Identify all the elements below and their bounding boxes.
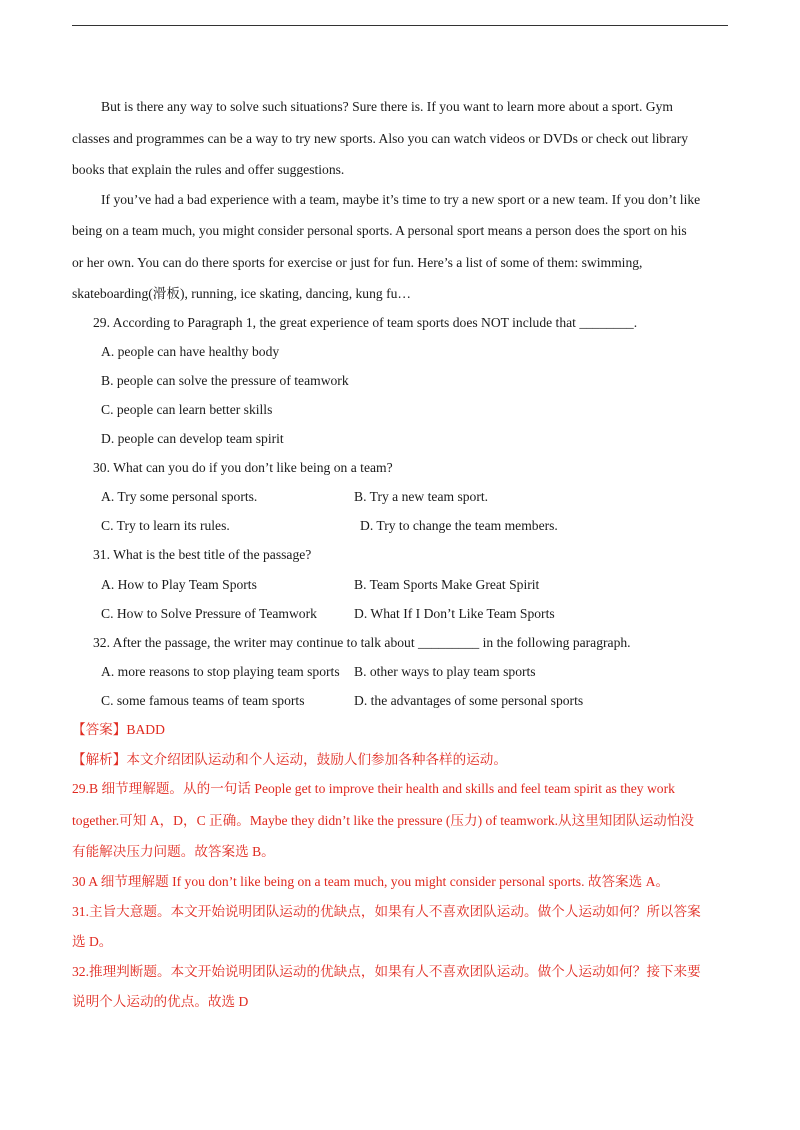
question-stem: 29. According to Paragraph 1, the great experience of team sports does NOT include that ________. (93, 315, 638, 330)
option-d: D. the advantages of some personal sports (354, 693, 584, 708)
option-a: A. more reasons to stop playing team sports (101, 664, 340, 679)
option-a: A. Try some personal sports. (101, 489, 258, 504)
passage-line: classes and programmes can be a way to try new sports. Also you can watch videos or DVDs or check out library (72, 131, 689, 146)
option-b: B. other ways to play team sports (354, 664, 536, 679)
option-b: B. Team Sports Make Great Spirit (354, 577, 540, 592)
explanation-line: 31.主旨大意题。本文开始说明团队运动的优缺点，如果有人不喜欢团队运动。做个人运动如何？所以答案 (72, 904, 701, 919)
passage-line: being on a team much, you might consider personal sports. A personal sport means a person does the sport on his (72, 223, 687, 238)
passage-line: skateboarding(滑板), running, ice skating, dancing, kung fu… (72, 286, 412, 301)
option-d: D. people can develop team spirit (101, 431, 284, 446)
option-c: C. How to Solve Pressure of Teamwork (101, 606, 317, 621)
passage-line: If you’ve had a bad experience with a team, maybe it’s time to try a new sport or a new team. If you don’t like (101, 192, 701, 207)
explanation-line: 说明个人运动的优点。故选 D (72, 994, 249, 1009)
explanation-line: 有能解决压力问题。故答案选 B。 (72, 844, 275, 859)
option-c: C. Try to learn its rules. (101, 518, 230, 533)
explanation-line: together.可知 A，D，C 正确。Maybe they didn’t like the pressure (压力) of teamwork.从这里知团队运动怕没 (72, 813, 694, 828)
question-stem: 32. After the passage, the writer may continue to talk about _________ in the following paragraph. (93, 635, 631, 650)
passage-line: But is there any way to solve such situations? Sure there is. If you want to learn more about a sport. Gym (101, 99, 673, 114)
option-b: B. people can solve the pressure of teamwork (101, 373, 349, 388)
explanation-line: 选 D。 (72, 934, 113, 949)
option-c: C. people can learn better skills (101, 402, 273, 417)
question-stem: 30. What can you do if you don’t like being on a team? (93, 460, 393, 475)
explanation-line: 32.推理判断题。本文开始说明团队运动的优缺点，如果有人不喜欢团队运动。做个人运动如何？接下来要 (72, 964, 701, 979)
passage-line: or her own. You can do there sports for exercise or just for fun. Here’s a list of some of them: swimming, (72, 255, 643, 270)
option-c: C. some famous teams of team sports (101, 693, 305, 708)
explanation-line: 29.B 细节理解题。从的一句话 People get to improve their health and skills and feel team spirit as they work (72, 781, 675, 796)
explanation-line: 30 A 细节理解题 If you don’t like being on a team much, you might consider personal sports. 故答案选 A。 (72, 874, 670, 889)
option-a: A. people can have healthy body (101, 344, 280, 359)
passage-line: books that explain the rules and offer suggestions. (72, 162, 345, 177)
header-rule (72, 25, 728, 26)
analysis-summary: 【解析】本文介绍团队运动和个人运动，鼓励人们参加各种各样的运动。 (72, 752, 507, 767)
option-d: D. What If I Don’t Like Team Sports (354, 606, 555, 621)
option-d: D. Try to change the team members. (360, 518, 558, 533)
option-a: A. How to Play Team Sports (101, 577, 257, 592)
option-b: B. Try a new team sport. (354, 489, 489, 504)
answer-key: 【答案】BADD (72, 722, 165, 737)
question-stem: 31. What is the best title of the passage? (93, 547, 312, 562)
